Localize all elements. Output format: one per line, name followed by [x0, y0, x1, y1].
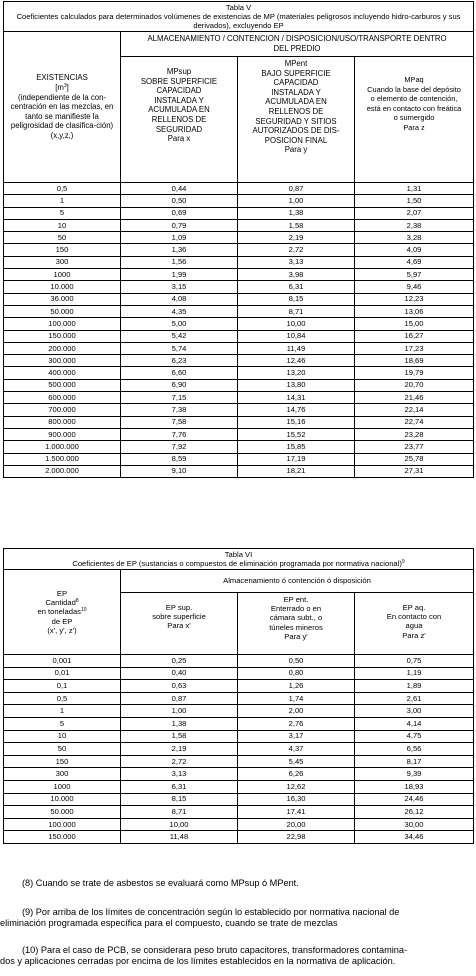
table-cell: 5,97	[355, 269, 474, 281]
table-cell: 0,87	[121, 692, 238, 705]
mpent-header	[238, 57, 355, 183]
table-cell: 17,23	[355, 342, 474, 354]
table-cell: 13,06	[355, 305, 474, 317]
table-cell: 14,76	[238, 404, 355, 416]
table-cell: 26,12	[355, 806, 474, 819]
header-line: BAJO SUPERFICIE	[261, 68, 331, 78]
table-cell: 5	[4, 207, 121, 219]
header-line: CAPACIDAD	[156, 86, 202, 96]
header-line: Para y	[284, 145, 308, 155]
table-cell: 200.000	[4, 342, 121, 354]
footnote-10-line2: dos y aplicaciones cerradas por encima de los límites establecidos en la normativa de aplicación.	[0, 956, 396, 966]
table-row	[4, 379, 474, 391]
table-cell: 30,00	[355, 818, 474, 831]
table-cell: 0,75	[355, 655, 474, 668]
table-cell: 50.000	[4, 806, 121, 819]
header-line: Cuando la base del depósito	[367, 84, 461, 94]
table-cell: 1.500.000	[4, 453, 121, 465]
table-cell: 0,5	[4, 692, 121, 705]
table-cell: 1000	[4, 269, 121, 281]
table-cell: 2,72	[238, 244, 355, 256]
table-cell: 2,38	[355, 219, 474, 231]
table-row	[4, 680, 474, 693]
table-cell: 5	[4, 717, 121, 730]
table-row	[4, 355, 474, 367]
table-row	[4, 232, 474, 244]
header-line: SEGURIDAD Y SITIOS	[255, 116, 337, 126]
table-cell: 23,77	[355, 441, 474, 453]
table-cell: 1,50	[355, 195, 474, 207]
header-line: Para x'	[167, 621, 191, 631]
table-cell: 1,58	[238, 219, 355, 231]
table-row	[4, 183, 474, 195]
table-cell: 8,17	[355, 755, 474, 768]
table-row	[4, 392, 474, 404]
table-row	[4, 730, 474, 743]
table-cell: 21,46	[355, 392, 474, 404]
table-v-body	[4, 183, 474, 478]
table-row	[4, 269, 474, 281]
table-cell: 7,15	[121, 392, 238, 404]
header-line: EP aq.	[402, 603, 426, 612]
table-cell: 2,00	[238, 705, 355, 718]
table-row	[4, 281, 474, 293]
table-row	[4, 768, 474, 781]
table-cell: 300	[4, 256, 121, 268]
table-cell: 3,17	[238, 730, 355, 743]
table-vi-description: Coeficientes de EP (sustancias o compuestos de eliminación programada por normativa nacional)$^9$	[72, 559, 405, 568]
table-cell: 3,13	[121, 768, 238, 781]
header-line: sobre superficie	[152, 612, 206, 622]
table-cell: 8,71	[121, 806, 238, 819]
table-v-description: Coeficientes calculados para determinados volúmenes de existencias de MP (materiales peligrosos incluyendo hidro-carburos y sus derivados), excluyendo EP	[16, 12, 461, 30]
table-row	[4, 793, 474, 806]
table-cell: 11,49	[238, 342, 355, 354]
header-line: SEGURIDAD	[155, 124, 203, 134]
table-row	[4, 743, 474, 756]
table-cell: 300	[4, 768, 121, 781]
table-cell: 15,52	[238, 428, 355, 440]
header-line: AUTORIZADOS DE DIS-	[252, 126, 340, 136]
table-row	[4, 667, 474, 680]
table-cell: 4,14	[355, 717, 474, 730]
table-cell: 1.000.000	[4, 441, 121, 453]
table-cell: 25,78	[355, 453, 474, 465]
header-line: EP ent.	[283, 595, 309, 604]
table-cell: 0,80	[238, 667, 355, 680]
table-cell: 16,27	[355, 330, 474, 342]
table-cell: 3,00	[355, 705, 474, 718]
header-line: o sumergido	[393, 113, 435, 123]
mpaq-header	[355, 57, 474, 183]
table-cell: 6,26	[238, 768, 355, 781]
header-line: túneles mineros	[269, 622, 323, 632]
table-cell: 7,76	[121, 428, 238, 440]
footnote-8	[0, 878, 476, 889]
table-cell: 2,61	[355, 692, 474, 705]
table-cell: 6,31	[238, 281, 355, 293]
table-cell: 9,46	[355, 281, 474, 293]
ep-de-label: de EP	[51, 616, 73, 626]
table-cell: 5,74	[121, 342, 238, 354]
table-row	[4, 831, 474, 844]
table-cell: 0,40	[121, 667, 238, 680]
table-cell: 9,39	[355, 768, 474, 781]
table-cell: 4,09	[355, 244, 474, 256]
existencias-unit: $[m^3]$	[55, 83, 69, 93]
table-cell: 6,56	[355, 743, 474, 756]
footnote-9-line2: eliminación programada específica para el compuesto, cuando se trate de mezclas	[0, 918, 338, 928]
table-cell: 1,89	[355, 680, 474, 693]
table-cell: 1,00	[121, 705, 238, 718]
table-row	[4, 818, 474, 831]
table-cell: 4,37	[238, 743, 355, 756]
table-cell: 0,69	[121, 207, 238, 219]
table-row	[4, 367, 474, 379]
table-cell: 150.000	[4, 831, 121, 844]
table-row	[4, 207, 474, 219]
table-cell: 4,69	[355, 256, 474, 268]
ep-cantidad-header	[4, 570, 121, 655]
table-cell: 4,35	[121, 305, 238, 317]
table-cell: 5,45	[238, 755, 355, 768]
table-cell: 9,10	[121, 465, 238, 477]
table-cell: 0,63	[121, 680, 238, 693]
table-cell: 10.000	[4, 793, 121, 806]
table-row	[4, 293, 474, 305]
header-line: agua	[405, 621, 423, 631]
table-row	[4, 330, 474, 342]
table-cell: 8,71	[238, 305, 355, 317]
table-cell: 4,75	[355, 730, 474, 743]
table-row	[4, 453, 474, 465]
existencias-label: EXISTENCIAS	[36, 73, 88, 83]
table-cell: 6,31	[121, 780, 238, 793]
table-cell: 1000	[4, 780, 121, 793]
table-cell: 300.000	[4, 355, 121, 367]
table-row	[4, 428, 474, 440]
table-cell: 2.000.000	[4, 465, 121, 477]
table-cell: 0,25	[121, 655, 238, 668]
table-cell: 1,38	[121, 717, 238, 730]
table-cell: 500.000	[4, 379, 121, 391]
table-cell: 150.000	[4, 330, 121, 342]
header-line: INSTALADA Y	[154, 95, 204, 105]
table-cell: 800.000	[4, 416, 121, 428]
table-cell: 12,23	[355, 293, 474, 305]
table-row	[4, 655, 474, 668]
table-cell: 18,21	[238, 465, 355, 477]
ep-cantidad-label: Cantidad$^8$	[45, 598, 79, 608]
ep-aq-header	[355, 593, 474, 655]
table-cell: 12,46	[238, 355, 355, 367]
table-cell: 12,62	[238, 780, 355, 793]
almacenamiento-group-header: ALMACENAMIENTO / CONTENCION / DISPOSICION/USO/TRANSPORTE DENTRO DEL PREDIO	[121, 32, 474, 57]
mpsup-header	[121, 57, 238, 183]
table-cell: 1	[4, 705, 121, 718]
header-line: Para z'	[402, 630, 426, 640]
table-cell: 1,36	[121, 244, 238, 256]
table-cell: 0,01	[4, 667, 121, 680]
header-line: En contacto con	[386, 612, 442, 622]
table-cell: 11,48	[121, 831, 238, 844]
header-line: RELLENOS DE	[151, 114, 207, 124]
table-row	[4, 717, 474, 730]
header-line: ACUMULADA EN	[265, 97, 327, 107]
table-cell: 22,74	[355, 416, 474, 428]
table-cell: 0,5	[4, 183, 121, 195]
table-cell: 6,23	[121, 355, 238, 367]
header-line: Enterrado o en	[270, 604, 322, 614]
ep-sup-header	[121, 593, 238, 655]
table-cell: 18,69	[355, 355, 474, 367]
header-line: MPsup	[166, 67, 192, 76]
table-cell: 100.000	[4, 318, 121, 330]
table-vi-title: Tabla VI	[224, 550, 253, 559]
table-row	[4, 404, 474, 416]
table-cell: 1	[4, 195, 121, 207]
table-row	[4, 195, 474, 207]
table-cell: 8,15	[121, 793, 238, 806]
table-cell: 4,08	[121, 293, 238, 305]
existencias-note: (independiente de la con-centración en las mezclas, en tanto se manifieste la peligrosidad de clasifica-ción)	[10, 92, 114, 131]
footnote-9	[0, 907, 476, 929]
table-cell: 24,46	[355, 793, 474, 806]
table-cell: 7,38	[121, 404, 238, 416]
table-cell: 1,99	[121, 269, 238, 281]
table-cell: 1,74	[238, 692, 355, 705]
table-cell: 5,00	[121, 318, 238, 330]
table-row	[4, 219, 474, 231]
table-cell: 20,70	[355, 379, 474, 391]
table-cell: 1,56	[121, 256, 238, 268]
table-cell: 17,19	[238, 453, 355, 465]
table-cell: 8,59	[121, 453, 238, 465]
table-row	[4, 305, 474, 317]
ep-ent-header	[238, 593, 355, 655]
table-cell: 2,19	[121, 743, 238, 756]
table-cell: 1,09	[121, 232, 238, 244]
header-line: está en contacto con freática	[366, 103, 462, 113]
table-cell: 3,15	[121, 281, 238, 293]
table-cell: 50.000	[4, 305, 121, 317]
table-cell: 600.000	[4, 392, 121, 404]
existencias-header	[4, 32, 121, 183]
table-cell: 0,44	[121, 183, 238, 195]
table-cell: 10,00	[121, 818, 238, 831]
table-cell: 13,20	[238, 367, 355, 379]
table-cell: 0,87	[238, 183, 355, 195]
table-cell: 10	[4, 730, 121, 743]
table-cell: 1,19	[355, 667, 474, 680]
table-row	[4, 244, 474, 256]
header-line: MPaq	[404, 75, 424, 84]
footnote-9-line1: (9) Por arriba de los límites de concentración según lo establecido por normativa nacional de	[22, 907, 400, 917]
header-line: Para x	[167, 134, 191, 144]
table-cell: 2,76	[238, 717, 355, 730]
header-line: Para y'	[284, 631, 308, 641]
ep-toneladas-label: en toneladas$^{10}$	[37, 607, 87, 617]
table-cell: 0,50	[238, 655, 355, 668]
table-cell: 10	[4, 219, 121, 231]
table-cell: 15,85	[238, 441, 355, 453]
table-cell: 19,79	[355, 367, 474, 379]
table-cell: 2,07	[355, 207, 474, 219]
footnote-8-text: (8) Cuando se trate de asbestos se evaluará como MPsup ó MPent.	[22, 878, 299, 888]
table-row	[4, 416, 474, 428]
table-cell: 23,28	[355, 428, 474, 440]
header-line: POSICION FINAL	[264, 135, 328, 145]
table-cell: 0,50	[121, 195, 238, 207]
table-cell: 13,80	[238, 379, 355, 391]
table-row	[4, 465, 474, 477]
table-cell: 27,31	[355, 465, 474, 477]
table-cell: 18,93	[355, 780, 474, 793]
table-cell: 22,98	[238, 831, 355, 844]
table-cell: 1,26	[238, 680, 355, 693]
table-cell: 10,84	[238, 330, 355, 342]
table-cell: 17,41	[238, 806, 355, 819]
ep-vars-label: (x', y', z')	[47, 625, 77, 635]
table-cell: 34,46	[355, 831, 474, 844]
table-cell: 15,16	[238, 416, 355, 428]
table-vi-caption	[4, 549, 474, 570]
table-cell: 22,14	[355, 404, 474, 416]
table-v-caption	[4, 2, 474, 32]
table-row	[4, 256, 474, 268]
table-vi	[3, 548, 474, 844]
table-cell: 7,92	[121, 441, 238, 453]
table-cell: 0,1	[4, 680, 121, 693]
table-row	[4, 806, 474, 819]
existencias-vars: (x,y,z,)	[50, 130, 74, 140]
table-cell: 100.000	[4, 818, 121, 831]
table-cell: 5,42	[121, 330, 238, 342]
table-row	[4, 755, 474, 768]
header-line: cámara subt., o	[269, 613, 323, 623]
header-line: SOBRE SUPERFICIE	[140, 76, 218, 86]
table-cell: 3,28	[355, 232, 474, 244]
table-v-title: Tabla V	[225, 3, 252, 12]
table-cell: 400.000	[4, 367, 121, 379]
footnote-10	[0, 945, 476, 967]
table-cell: 1,00	[238, 195, 355, 207]
table-cell: 36.000	[4, 293, 121, 305]
table-cell: 2,72	[121, 755, 238, 768]
table-cell: 1,58	[121, 730, 238, 743]
table-cell: 150	[4, 244, 121, 256]
table-cell: 14,31	[238, 392, 355, 404]
table-cell: 2,19	[238, 232, 355, 244]
table-cell: 50	[4, 743, 121, 756]
table-cell: 900.000	[4, 428, 121, 440]
table-cell: 6,60	[121, 367, 238, 379]
header-line: RELLENOS DE	[268, 106, 324, 116]
header-line: o elemento de contención,	[370, 94, 458, 104]
table-row	[4, 318, 474, 330]
header-line: Para z	[403, 122, 425, 132]
ep-group-header: Almacenamiento ó contención ó disposición	[121, 570, 474, 593]
table-cell: 10,00	[238, 318, 355, 330]
table-cell: 50	[4, 232, 121, 244]
table-cell: 0,001	[4, 655, 121, 668]
table-cell: 1,31	[355, 183, 474, 195]
table-cell: 3,98	[238, 269, 355, 281]
table-cell: 150	[4, 755, 121, 768]
table-cell: 20,00	[238, 818, 355, 831]
header-line: CAPACIDAD	[273, 78, 319, 88]
table-cell: 10.000	[4, 281, 121, 293]
table-cell: 6,90	[121, 379, 238, 391]
header-line: ACUMULADA EN	[148, 105, 210, 115]
header-line: EP sup.	[165, 603, 193, 612]
ep-label: EP	[56, 588, 68, 598]
table-cell: 16,30	[238, 793, 355, 806]
table-row	[4, 342, 474, 354]
table-cell: 3,13	[238, 256, 355, 268]
footnote-10-line1: (10) Para el caso de PCB, se considerara peso bruto capacitores, transformadores contamina-	[22, 945, 408, 955]
table-cell: 700.000	[4, 404, 121, 416]
table-cell: 15,00	[355, 318, 474, 330]
table-cell: 1,38	[238, 207, 355, 219]
header-line: MPent	[284, 59, 308, 68]
table-row	[4, 692, 474, 705]
table-cell: 8,15	[238, 293, 355, 305]
table-row	[4, 705, 474, 718]
table-cell: 7,58	[121, 416, 238, 428]
table-cell: 0,79	[121, 219, 238, 231]
table-v	[3, 1, 474, 478]
table-vi-body	[4, 655, 474, 844]
table-row	[4, 780, 474, 793]
header-line: INSTALADA Y	[271, 87, 321, 97]
table-row	[4, 441, 474, 453]
